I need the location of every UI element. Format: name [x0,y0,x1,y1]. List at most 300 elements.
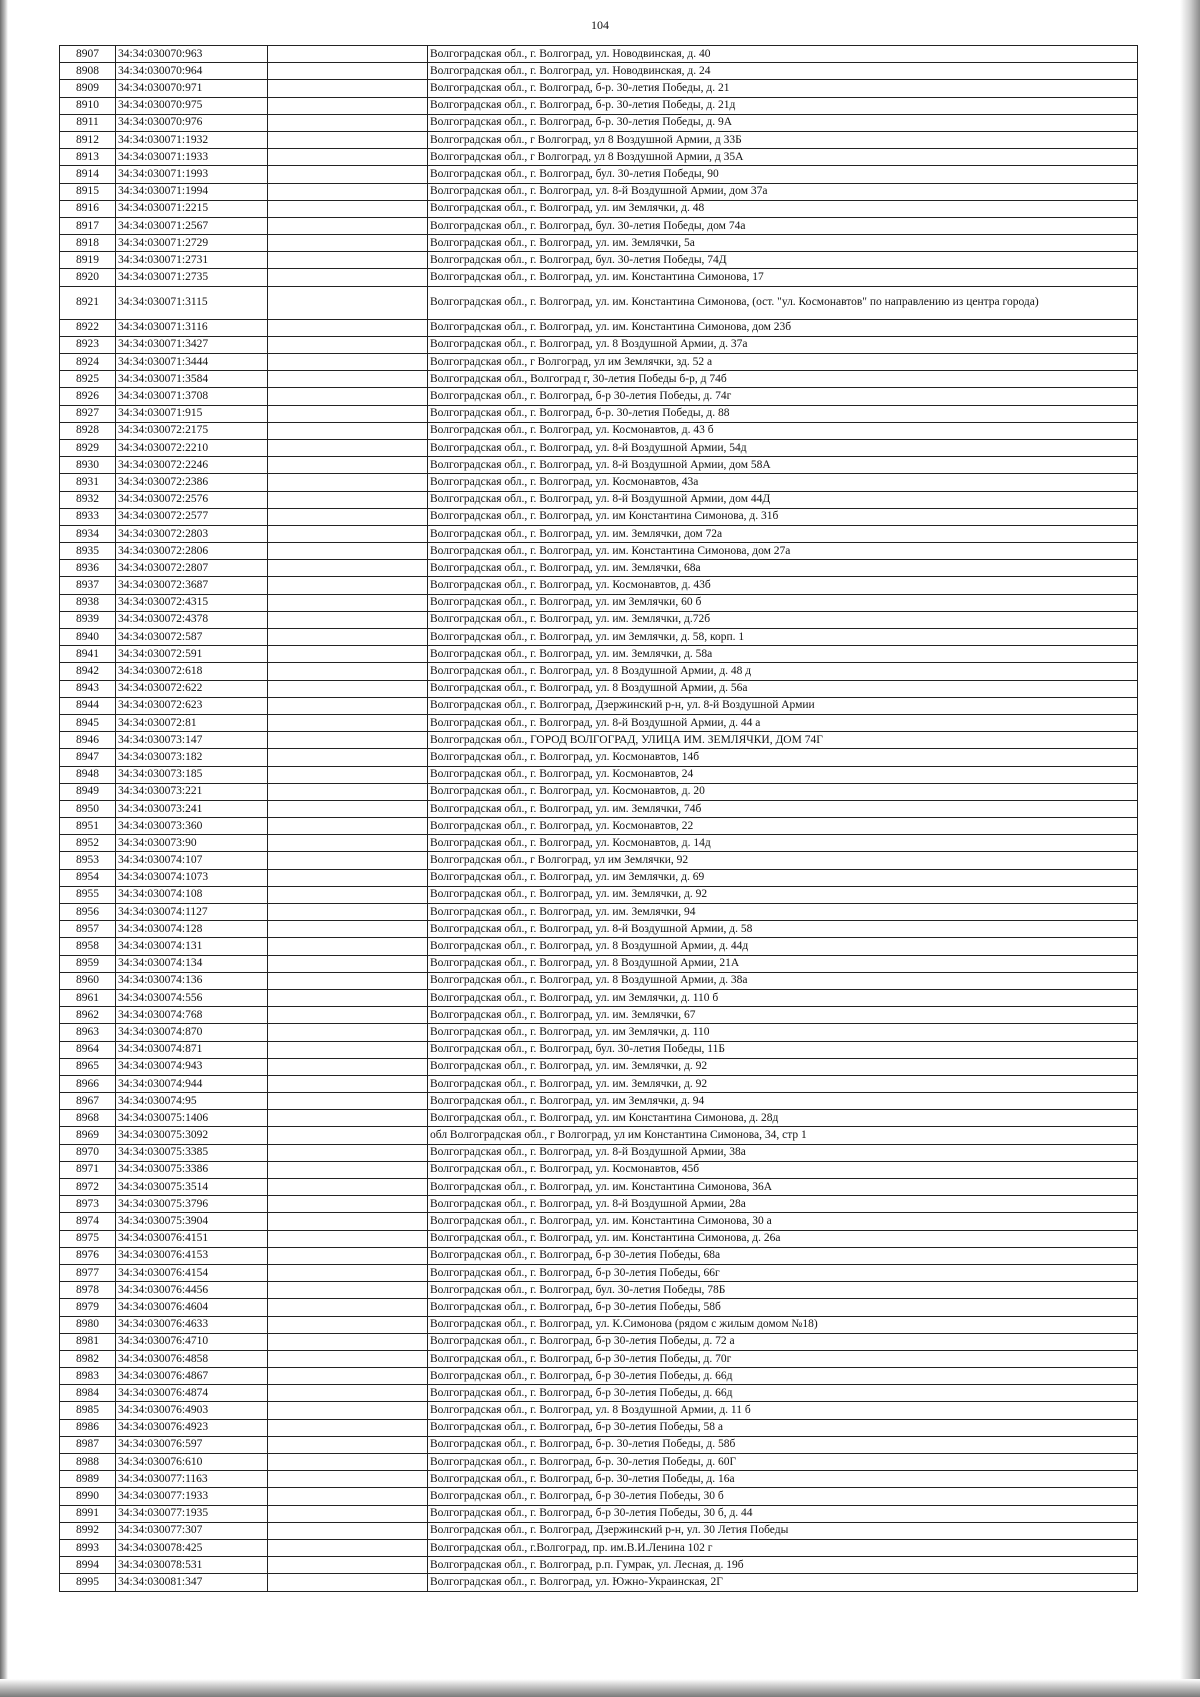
cadastral-number-cell: 34:34:030072:618 [116,663,268,680]
empty-cell [268,594,428,611]
row-number-cell: 8964 [60,1041,116,1058]
empty-cell [268,1505,428,1522]
empty-cell [268,1110,428,1127]
empty-cell [268,921,428,938]
table-row [60,714,1138,731]
row-number-cell: 8962 [60,1007,116,1024]
row-number-cell: 8938 [60,594,116,611]
cadastral-number-cell: 34:34:030076:4874 [116,1385,268,1402]
row-number-cell: 8919 [60,252,116,269]
empty-cell [268,131,428,148]
address-cell: Волгоградская обл., г. Волгоград, ул. 8-й Воздушной Армии, дом 37а [428,183,1138,200]
cadastral-number-cell: 34:34:030076:4858 [116,1350,268,1367]
row-number-cell: 8950 [60,800,116,817]
empty-cell [268,166,428,183]
address-cell: Волгоградская обл., г. Волгоград, ул. им. Землячки, д. 92 [428,1075,1138,1092]
address-cell: Волгоградская обл., г. Волгоград, ул. 8 Воздушной Армии, д. 56а [428,680,1138,697]
address-cell: Волгоградская обл., г Волгоград, ул 8 Воздушной Армии, д 35А [428,149,1138,166]
empty-cell [268,439,428,456]
row-number-cell: 8940 [60,629,116,646]
empty-cell [268,405,428,422]
address-cell: Волгоградская обл., г. Волгоград, ул. Космонавтов, д. 20 [428,783,1138,800]
empty-cell [268,252,428,269]
address-cell: Волгоградская обл., г. Волгоград, ул. 8 Воздушной Армии, д. 11 б [428,1402,1138,1419]
empty-cell [268,422,428,439]
table-row [60,183,1138,200]
table-row [60,1161,1138,1178]
row-number-cell: 8933 [60,508,116,525]
empty-cell [268,818,428,835]
row-number-cell: 8949 [60,783,116,800]
address-cell: Волгоградская обл., г. Волгоград, ул. им. Константина Симонова, дом 27а [428,543,1138,560]
empty-cell [268,1539,428,1556]
address-cell: Волгоградская обл., г. Волгоград, ул. им. Землячки, 74б [428,800,1138,817]
address-cell: Волгоградская обл., г. Волгоград, ул. 8-й Воздушной Армии, д. 44 а [428,714,1138,731]
row-number-cell: 8958 [60,938,116,955]
address-cell: Волгоградская обл., г. Волгоград, ул. К.Симонова (рядом с жилым домом №18) [428,1316,1138,1333]
row-number-cell: 8980 [60,1316,116,1333]
row-number-cell: 8945 [60,714,116,731]
address-cell: Волгоградская обл., г. Волгоград, ул. им. Землячки, д. 58а [428,646,1138,663]
empty-cell [268,680,428,697]
empty-cell [268,1144,428,1161]
empty-cell [268,46,428,63]
cadastral-number-cell: 34:34:030070:964 [116,63,268,80]
row-number-cell: 8974 [60,1213,116,1230]
table-row [60,46,1138,63]
empty-cell [268,1196,428,1213]
table-row [60,1333,1138,1350]
cadastral-number-cell: 34:34:030071:2731 [116,252,268,269]
row-number-cell: 8918 [60,235,116,252]
cadastral-number-cell: 34:34:030074:131 [116,938,268,955]
row-number-cell: 8937 [60,577,116,594]
empty-cell [268,63,428,80]
table-row [60,166,1138,183]
cadastral-number-cell: 34:34:030076:4456 [116,1282,268,1299]
cadastral-number-cell: 34:34:030076:4633 [116,1316,268,1333]
table-row [60,835,1138,852]
table-row [60,1316,1138,1333]
empty-cell [268,1419,428,1436]
row-number-cell: 8991 [60,1505,116,1522]
cadastral-number-cell: 34:34:030071:3584 [116,371,268,388]
address-cell: Волгоградская обл., г. Волгоград, ул. Космонавтов, д. 14д [428,835,1138,852]
address-cell: Волгоградская обл., г. Волгоград, ул. им. Константина Симонова, дом 23б [428,319,1138,336]
table-row [60,818,1138,835]
cadastral-number-cell: 34:34:030072:623 [116,697,268,714]
table-row [60,749,1138,766]
cadastral-number-cell: 34:34:030074:870 [116,1024,268,1041]
address-cell: Волгоградская обл., г. Волгоград, ул. им Землячки, д. 110 б [428,989,1138,1006]
cadastral-number-cell: 34:34:030076:597 [116,1436,268,1453]
table-row [60,80,1138,97]
address-cell: Волгоградская обл., г Волгоград, ул 8 Воздушной Армии, д 33Б [428,131,1138,148]
row-number-cell: 8911 [60,114,116,131]
address-cell: Волгоградская обл., г. Волгоград, ул. Космонавтов, 22 [428,818,1138,835]
empty-cell [268,1247,428,1264]
row-number-cell: 8992 [60,1522,116,1539]
row-number-cell: 8942 [60,663,116,680]
empty-cell [268,1127,428,1144]
address-cell: Волгоградская обл., г.Волгоград, пр. им.В.И.Ленина 102 г [428,1539,1138,1556]
table-row [60,1247,1138,1264]
empty-cell [268,388,428,405]
table-row [60,1144,1138,1161]
address-cell: Волгоградская обл., г Волгоград, ул им Землячки, 92 [428,852,1138,869]
cadastral-number-cell: 34:34:030071:1994 [116,183,268,200]
cadastral-number-cell: 34:34:030077:1933 [116,1488,268,1505]
table-row [60,474,1138,491]
empty-cell [268,646,428,663]
row-number-cell: 8939 [60,611,116,628]
address-cell: Волгоградская обл., г. Волгоград, ул. им. Землячки, д. 92 [428,1058,1138,1075]
cadastral-number-cell: 34:34:030071:3116 [116,319,268,336]
row-number-cell: 8976 [60,1247,116,1264]
cadastral-number-cell: 34:34:030074:943 [116,1058,268,1075]
cadastral-number-cell: 34:34:030077:307 [116,1522,268,1539]
table-row [60,1368,1138,1385]
address-cell: Волгоградская обл., г. Волгоград, б-р 30-летия Победы, 30 б [428,1488,1138,1505]
cadastral-number-cell: 34:34:030074:768 [116,1007,268,1024]
table-row [60,1110,1138,1127]
row-number-cell: 8966 [60,1075,116,1092]
row-number-cell: 8961 [60,989,116,1006]
empty-cell [268,286,428,319]
table-row [60,422,1138,439]
row-number-cell: 8931 [60,474,116,491]
table-row [60,457,1138,474]
cadastral-number-cell: 34:34:030073:241 [116,800,268,817]
row-number-cell: 8968 [60,1110,116,1127]
row-number-cell: 8928 [60,422,116,439]
cadastral-number-cell: 34:34:030072:2806 [116,543,268,560]
table-row [60,508,1138,525]
table-row [60,921,1138,938]
empty-cell [268,508,428,525]
address-cell: Волгоградская обл., г. Волгоград, ул. им. Землячки, 94 [428,904,1138,921]
cadastral-number-cell: 34:34:030074:108 [116,886,268,903]
cadastral-number-cell: 34:34:030076:610 [116,1454,268,1471]
empty-cell [268,319,428,336]
table-row [60,1058,1138,1075]
table-row [60,1505,1138,1522]
empty-cell [268,697,428,714]
empty-cell [268,114,428,131]
row-number-cell: 8920 [60,269,116,286]
row-number-cell: 8963 [60,1024,116,1041]
cadastral-number-cell: 34:34:030074:556 [116,989,268,1006]
address-cell: Волгоградская обл., г. Волгоград, ул. им. Землячки, д. 92 [428,886,1138,903]
table-row [60,1024,1138,1041]
cadastral-number-cell: 34:34:030075:3386 [116,1161,268,1178]
table-row [60,1402,1138,1419]
table-row [60,1282,1138,1299]
address-cell: Волгоградская обл., г. Волгоград, б-р 30-летия Победы, д. 72 а [428,1333,1138,1350]
row-number-cell: 8956 [60,904,116,921]
table-row [60,989,1138,1006]
row-number-cell: 8978 [60,1282,116,1299]
table-row [60,319,1138,336]
empty-cell [268,714,428,731]
row-number-cell: 8970 [60,1144,116,1161]
cadastral-number-cell: 34:34:030070:971 [116,80,268,97]
cadastral-number-cell: 34:34:030076:4153 [116,1247,268,1264]
table-row [60,629,1138,646]
address-cell: Волгоградская обл., г. Волгоград, ул. им Землячки, д. 69 [428,869,1138,886]
cadastral-number-cell: 34:34:030070:975 [116,97,268,114]
address-cell: Волгоградская обл., г Волгоград, ул им Землячки, зд. 52 а [428,354,1138,371]
cadastral-number-cell: 34:34:030072:2175 [116,422,268,439]
address-cell: Волгоградская обл., г. Волгоград, ул. им. Землячки, 5а [428,235,1138,252]
cadastral-number-cell: 34:34:030071:1933 [116,149,268,166]
row-number-cell: 8985 [60,1402,116,1419]
empty-cell [268,1007,428,1024]
row-number-cell: 8984 [60,1385,116,1402]
cadastral-number-cell: 34:34:030074:871 [116,1041,268,1058]
empty-cell [268,1522,428,1539]
address-cell: Волгоградская обл., г. Волгоград, ул. 8 Воздушной Армии, д. 48 д [428,663,1138,680]
empty-cell [268,336,428,353]
address-cell: Волгоградская обл., г. Волгоград, ул. им Константина Симонова, д. 28д [428,1110,1138,1127]
address-cell: обл Волгоградская обл., г Волгоград, ул им Константина Симонова, 34, стр 1 [428,1127,1138,1144]
table-row [60,1007,1138,1024]
table-row [60,1471,1138,1488]
empty-cell [268,1213,428,1230]
empty-cell [268,869,428,886]
address-cell: Волгоградская обл., г. Волгоград, ул. Космонавтов, 45б [428,1161,1138,1178]
cadastral-number-cell: 34:34:030073:90 [116,835,268,852]
row-number-cell: 8983 [60,1368,116,1385]
address-cell: Волгоградская обл., г. Волгоград, бул. 30-летия Победы, дом 74а [428,217,1138,234]
cadastral-number-cell: 34:34:030071:3427 [116,336,268,353]
row-number-cell: 8979 [60,1299,116,1316]
cadastral-number-cell: 34:34:030071:2215 [116,200,268,217]
empty-cell [268,1075,428,1092]
address-cell: Волгоградская обл., г. Волгоград, ул. им. Константина Симонова, 30 а [428,1213,1138,1230]
address-cell: Волгоградская обл., г. Волгоград, ул. Космонавтов, д. 43б [428,577,1138,594]
address-cell: Волгоградская обл., г. Волгоград, Дзержинский р-н, ул. 8-й Воздушной Армии [428,697,1138,714]
row-number-cell: 8969 [60,1127,116,1144]
page-number: 104 [591,18,609,32]
cadastral-number-cell: 34:34:030076:4154 [116,1264,268,1281]
table-row [60,1213,1138,1230]
row-number-cell: 8908 [60,63,116,80]
address-cell: Волгоградская обл., г. Волгоград, ул. им. Землячки, дом 72а [428,525,1138,542]
address-cell: Волгоградская обл., г. Волгоград, ул. Новодвинская, д. 24 [428,63,1138,80]
table-row [60,1127,1138,1144]
row-number-cell: 8927 [60,405,116,422]
row-number-cell: 8977 [60,1264,116,1281]
table-row [60,1419,1138,1436]
table-row [60,577,1138,594]
row-number-cell: 8921 [60,286,116,319]
address-cell: Волгоградская обл., г. Волгоград, ул. им. Землячки, д.72б [428,611,1138,628]
empty-cell [268,1402,428,1419]
table-row [60,97,1138,114]
empty-cell [268,269,428,286]
empty-cell [268,474,428,491]
row-number-cell: 8987 [60,1436,116,1453]
row-number-cell: 8915 [60,183,116,200]
cadastral-number-cell: 34:34:030072:4315 [116,594,268,611]
cadastral-number-cell: 34:34:030072:2577 [116,508,268,525]
empty-cell [268,1161,428,1178]
empty-cell [268,1385,428,1402]
address-cell: Волгоградская обл., г. Волгоград, б-р 30-летия Победы, 68а [428,1247,1138,1264]
table-row [60,869,1138,886]
table-row [60,235,1138,252]
empty-cell [268,972,428,989]
cadastral-number-cell: 34:34:030072:4378 [116,611,268,628]
row-number-cell: 8948 [60,766,116,783]
table-row [60,938,1138,955]
cadastral-number-cell: 34:34:030074:136 [116,972,268,989]
cadastral-number-cell: 34:34:030076:4151 [116,1230,268,1247]
address-cell: Волгоградская обл., г. Волгоград, ул. им. Землячки, 67 [428,1007,1138,1024]
table-row [60,663,1138,680]
table-row [60,217,1138,234]
empty-cell [268,354,428,371]
table-row [60,852,1138,869]
row-number-cell: 8934 [60,525,116,542]
empty-cell [268,149,428,166]
cadastral-number-cell: 34:34:030072:2210 [116,439,268,456]
table-row [60,1350,1138,1367]
address-cell: Волгоградская обл., г. Волгоград, б-р 30-летия Победы, д. 70г [428,1350,1138,1367]
cadastral-number-cell: 34:34:030074:944 [116,1075,268,1092]
table-row [60,200,1138,217]
cadastral-number-cell: 34:34:030073:221 [116,783,268,800]
empty-cell [268,1093,428,1110]
table-row [60,525,1138,542]
row-number-cell: 8912 [60,131,116,148]
cadastral-number-cell: 34:34:030070:976 [116,114,268,131]
address-cell: Волгоградская обл., г. Волгоград, ул. 8-й Воздушной Армии, дом 58А [428,457,1138,474]
table-row [60,1539,1138,1556]
cadastral-number-cell: 34:34:030075:3796 [116,1196,268,1213]
empty-cell [268,1471,428,1488]
row-number-cell: 8993 [60,1539,116,1556]
cadastral-number-cell: 34:34:030075:3385 [116,1144,268,1161]
table-row [60,904,1138,921]
empty-cell [268,1264,428,1281]
cadastral-number-cell: 34:34:030078:531 [116,1557,268,1574]
table-row [60,680,1138,697]
address-cell: Волгоградская обл., г. Волгоград, бул. 30-летия Победы, 90 [428,166,1138,183]
address-cell: Волгоградская обл., г. Волгоград, б-р. 30-летия Победы, д. 88 [428,405,1138,422]
empty-cell [268,1350,428,1367]
empty-cell [268,1557,428,1574]
cadastral-number-cell: 34:34:030072:2807 [116,560,268,577]
empty-cell [268,1488,428,1505]
address-cell: Волгоградская обл., г. Волгоград, ул. Новодвинская, д. 40 [428,46,1138,63]
row-number-cell: 8952 [60,835,116,852]
table-row [60,439,1138,456]
empty-cell [268,200,428,217]
address-cell: Волгоградская обл., г. Волгоград, ул. Космонавтов, 43а [428,474,1138,491]
table-row [60,405,1138,422]
empty-cell [268,663,428,680]
table-row [60,131,1138,148]
empty-cell [268,80,428,97]
row-number-cell: 8986 [60,1419,116,1436]
cadastral-number-cell: 34:34:030075:1406 [116,1110,268,1127]
table-row [60,1264,1138,1281]
cadastral-number-cell: 34:34:030071:3708 [116,388,268,405]
address-cell: Волгоградская обл., г. Волгоград, б-р. 30-летия Победы, д. 21 [428,80,1138,97]
cadastral-number-cell: 34:34:030072:2576 [116,491,268,508]
empty-cell [268,491,428,508]
table-row [60,1574,1138,1591]
cadastral-number-cell: 34:34:030074:134 [116,955,268,972]
address-cell: Волгоградская обл., г. Волгоград, ул. 8-й Воздушной Армии, 54д [428,439,1138,456]
table-row [60,1299,1138,1316]
empty-cell [268,235,428,252]
cadastral-number-cell: 34:34:030072:591 [116,646,268,663]
address-cell: Волгоградская обл., г. Волгоград, ул. 8 Воздушной Армии, 21А [428,955,1138,972]
row-number-cell: 8988 [60,1454,116,1471]
empty-cell [268,97,428,114]
address-cell: Волгоградская обл., г. Волгоград, бул. 30-летия Победы, 11Б [428,1041,1138,1058]
table-row [60,1436,1138,1453]
cadastral-number-cell: 34:34:030081:347 [116,1574,268,1591]
address-cell: Волгоградская обл., г. Волгоград, ул. 8 Воздушной Армии, д. 37а [428,336,1138,353]
row-number-cell: 8946 [60,732,116,749]
empty-cell [268,217,428,234]
empty-cell [268,611,428,628]
cadastral-number-cell: 34:34:030074:107 [116,852,268,869]
empty-cell [268,1368,428,1385]
row-number-cell: 8922 [60,319,116,336]
empty-cell [268,577,428,594]
table-row [60,1557,1138,1574]
row-number-cell: 8971 [60,1161,116,1178]
row-number-cell: 8947 [60,749,116,766]
address-cell: Волгоградская обл., ГОРОД ВОЛГОГРАД, УЛИЦА ИМ. ЗЕМЛЯЧКИ, ДОМ 74Г [428,732,1138,749]
cadastral-number-cell: 34:34:030071:2735 [116,269,268,286]
table-row [60,354,1138,371]
row-number-cell: 8926 [60,388,116,405]
empty-cell [268,183,428,200]
scan-edge-right [1180,0,1200,1697]
empty-cell [268,525,428,542]
row-number-cell: 8975 [60,1230,116,1247]
cadastral-number-cell: 34:34:030071:2729 [116,235,268,252]
cadastral-number-cell: 34:34:030073:360 [116,818,268,835]
address-cell: Волгоградская обл., г. Волгоград, ул. Космонавтов, 24 [428,766,1138,783]
empty-cell [268,560,428,577]
row-number-cell: 8925 [60,371,116,388]
cadastral-number-cell: 34:34:030072:2803 [116,525,268,542]
cadastral-number-cell: 34:34:030071:2567 [116,217,268,234]
row-number-cell: 8923 [60,336,116,353]
cadastral-number-cell: 34:34:030072:587 [116,629,268,646]
address-cell: Волгоградская обл., г. Волгоград, ул. им. Константина Симонова, 36А [428,1179,1138,1196]
address-cell: Волгоградская обл., г. Волгоград, ул. им Землячки, д. 94 [428,1093,1138,1110]
cadastral-number-cell: 34:34:030078:425 [116,1539,268,1556]
address-cell: Волгоградская обл., г. Волгоград, б-р 30-летия Победы, д. 74г [428,388,1138,405]
row-number-cell: 8917 [60,217,116,234]
table-row [60,611,1138,628]
empty-cell [268,1024,428,1041]
address-cell: Волгоградская обл., г. Волгоград, ул. им. Константина Симонова, 17 [428,269,1138,286]
cadastral-number-cell: 34:34:030075:3904 [116,1213,268,1230]
table-row [60,149,1138,166]
table-row [60,1196,1138,1213]
address-cell: Волгоградская обл., г. Волгоград, ул. Космонавтов, 14б [428,749,1138,766]
table-row [60,63,1138,80]
